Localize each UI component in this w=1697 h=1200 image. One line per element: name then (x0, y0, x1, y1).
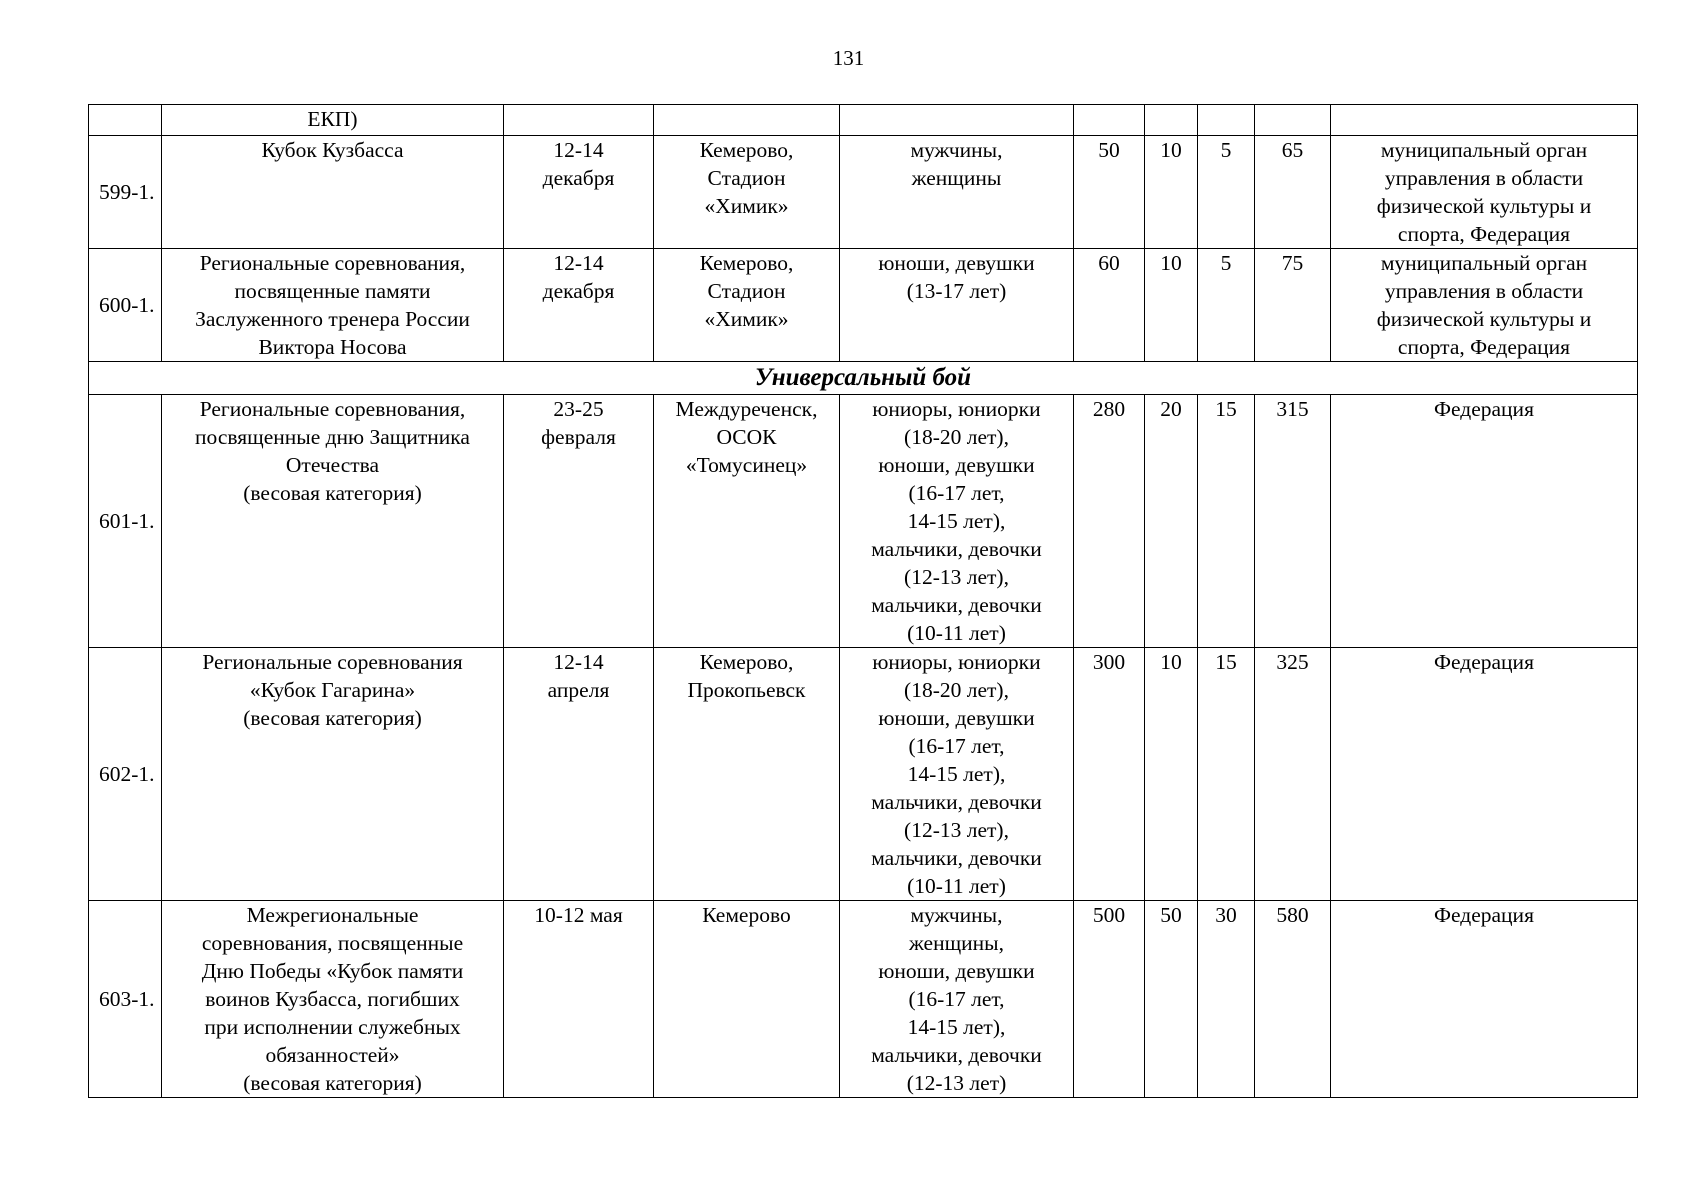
cell-num: 600-1. (89, 249, 162, 362)
cell-count-3: 5 (1198, 136, 1255, 249)
cell-count-1: 50 (1074, 136, 1145, 249)
cell-participants: мужчины, женщины (840, 136, 1074, 249)
table-row (89, 136, 1638, 249)
table-row (89, 901, 1638, 1098)
table-row-continuation (89, 105, 1638, 136)
cell-dates: 23-25 февраля (504, 395, 654, 648)
cell-organizer: муниципальный орган управления в области физической культуры и спорта, Федерация (1331, 136, 1638, 249)
cell-num: 599-1. (89, 136, 162, 249)
cell-count-1 (1074, 105, 1145, 136)
cell-organizer: Федерация (1331, 901, 1638, 1098)
table-row (89, 249, 1638, 362)
cell-name: Региональные соревнования «Кубок Гагарина» (весовая категория) (162, 648, 504, 901)
cell-count-2: 10 (1145, 249, 1198, 362)
cell-total (1255, 105, 1331, 136)
cell-count-1: 500 (1074, 901, 1145, 1098)
cell-count-2: 50 (1145, 901, 1198, 1098)
cell-count-1: 60 (1074, 249, 1145, 362)
cell-num: 602-1. (89, 648, 162, 901)
cell-count-3: 30 (1198, 901, 1255, 1098)
cell-num (89, 105, 162, 136)
cell-count-3: 5 (1198, 249, 1255, 362)
cell-name: Региональные соревнования, посвященные дню Защитника Отечества (весовая категория) (162, 395, 504, 648)
cell-count-3: 15 (1198, 648, 1255, 901)
cell-participants: юноши, девушки (13-17 лет) (840, 249, 1074, 362)
cell-participants: мужчины, женщины, юноши, девушки (16-17 лет, 14-15 лет), мальчики, девочки (12-13 лет) (840, 901, 1074, 1098)
cell-place: Кемерово, Стадион «Химик» (654, 136, 840, 249)
cell-place (654, 105, 840, 136)
cell-count-2: 10 (1145, 648, 1198, 901)
cell-name: Межрегиональные соревнования, посвященные Дню Победы «Кубок памяти воинов Кузбасса, погибших при исполнении служебных обязанностей» (весовая категория) (162, 901, 504, 1098)
cell-count-1: 300 (1074, 648, 1145, 901)
cell-name: Региональные соревнования, посвященные памяти Заслуженного тренера России Виктора Носова (162, 249, 504, 362)
cell-dates (504, 105, 654, 136)
cell-count-1: 280 (1074, 395, 1145, 648)
cell-organizer: Федерация (1331, 648, 1638, 901)
cell-total: 315 (1255, 395, 1331, 648)
cell-participants (840, 105, 1074, 136)
table-row (89, 648, 1638, 901)
cell-organizer (1331, 105, 1638, 136)
cell-place: Междуреченск, ОСОК «Томусинец» (654, 395, 840, 648)
cell-place: Кемерово, Прокопьевск (654, 648, 840, 901)
table-row (89, 395, 1638, 648)
cell-dates: 12-14 декабря (504, 249, 654, 362)
cell-participants: юниоры, юниорки (18-20 лет), юноши, девушки (16-17 лет, 14-15 лет), мальчики, девочки (12-13 лет), мальчики, девочки (10-11 лет) (840, 395, 1074, 648)
cell-place: Кемерово (654, 901, 840, 1098)
cell-participants: юниоры, юниорки (18-20 лет), юноши, девушки (16-17 лет, 14-15 лет), мальчики, девочки (12-13 лет), мальчики, девочки (10-11 лет) (840, 648, 1074, 901)
cell-total: 65 (1255, 136, 1331, 249)
cell-count-2: 20 (1145, 395, 1198, 648)
cell-num: 601-1. (89, 395, 162, 648)
cell-dates: 12-14 апреля (504, 648, 654, 901)
cell-count-3: 15 (1198, 395, 1255, 648)
cell-total: 75 (1255, 249, 1331, 362)
section-title: Универсальный бой (89, 362, 1638, 395)
cell-organizer: Федерация (1331, 395, 1638, 648)
page-number: 131 (832, 46, 865, 70)
section-header-row (89, 362, 1638, 395)
cell-dates: 10-12 мая (504, 901, 654, 1098)
cell-count-2 (1145, 105, 1198, 136)
cell-place: Кемерово, Стадион «Химик» (654, 249, 840, 362)
cell-total: 580 (1255, 901, 1331, 1098)
cell-name: Кубок Кузбасса (162, 136, 504, 249)
cell-num: 603-1. (89, 901, 162, 1098)
cell-name: ЕКП) (162, 105, 504, 136)
cell-count-3 (1198, 105, 1255, 136)
cell-dates: 12-14 декабря (504, 136, 654, 249)
cell-organizer: муниципальный орган управления в области физической культуры и спорта, Федерация (1331, 249, 1638, 362)
cell-count-2: 10 (1145, 136, 1198, 249)
cell-total: 325 (1255, 648, 1331, 901)
events-table (88, 104, 1638, 1098)
